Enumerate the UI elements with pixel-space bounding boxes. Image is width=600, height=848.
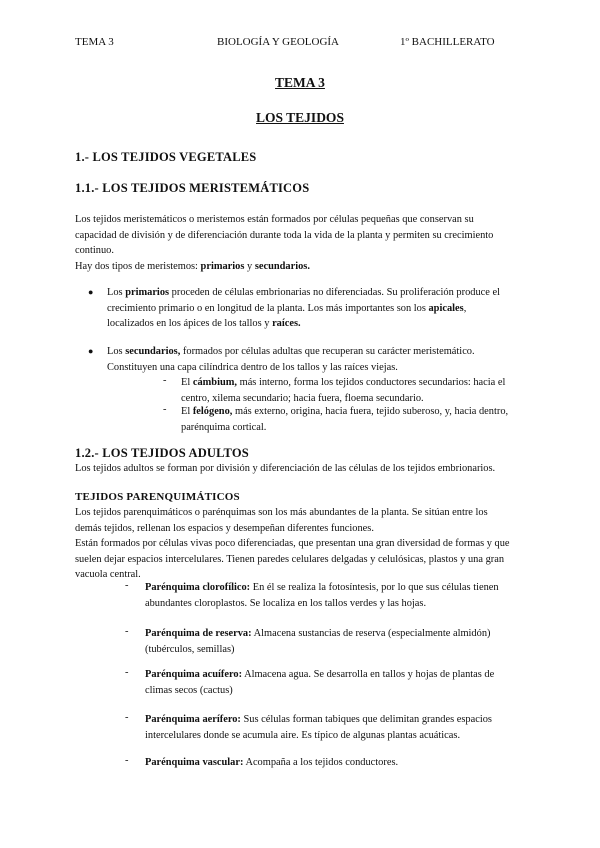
intro-paragraph: Los tejidos meristemáticos o meristemos están formados por células pequeñas que conservan su capacidad de división y de diferenciación durante toda la vida de la planta y permiten su crecimiento continuo. Hay dos tipos de meristemos: primarios y secundarios. bbox=[75, 214, 494, 272]
list-item-parenquima-clorofilico: Parénquima clorofílico: En él se realiza la fotosíntesis, por lo que sus células tienen abundantes cloroplastos. Se localiza en los tallos verdes y las hojas. bbox=[145, 582, 499, 609]
dash-icon: - bbox=[125, 667, 129, 678]
dash-icon: - bbox=[125, 712, 129, 723]
list-item-parenquima-aerifero: Parénquima aerífero: Sus células forman tabiques que delimitan grandes espacios intercelulares donde se acumula aire. Es típico de algunas plantas acuáticas. bbox=[145, 714, 492, 741]
list-item-primarios: Los primarios proceden de células embrionarias no diferenciadas. Su proliferación produce el crecimiento primario o en longitud de la planta. Los más importantes son los apicales, localizados en los ápices de los tallos y raíces. bbox=[107, 287, 500, 329]
header-right: 1º BACHILLERATO bbox=[400, 36, 495, 48]
section-heading-1-2: 1.2.- LOS TEJIDOS ADULTOS bbox=[75, 446, 249, 460]
parenquimaticos-paragraph: Los tejidos parenquimáticos o parénquimas son los más abundantes de la planta. Se sitúan entre los demás tejidos, rellenan los espacios y desempeñan diferentes funciones. Están formados por células vivas poco diferenciadas, que presentan una gran diversidad de formas y que suelen dejar espacios intercelulares. Tienen paredes celulares delgadas y celulósicas, plastos y una gran vacuola central. bbox=[75, 507, 510, 580]
header-center: BIOLOGÍA Y GEOLOGÍA bbox=[217, 36, 339, 48]
bullet-icon: ● bbox=[88, 287, 94, 297]
parenquimaticos-heading: TEJIDOS PARENQUIMÁTICOS bbox=[75, 491, 240, 503]
dash-icon: - bbox=[163, 404, 167, 415]
section-heading-1: 1.- LOS TEJIDOS VEGETALES bbox=[75, 150, 257, 164]
bullet-icon: ● bbox=[88, 346, 94, 356]
list-item-parenquima-acuifero: Parénquima acuífero: Almacena agua. Se desarrolla en tallos y hojas de plantas de climas secos (cactus) bbox=[145, 669, 495, 696]
list-item-felogeno: El felógeno, más externo, origina, hacia fuera, tejido suberoso, y, hacia dentro, parénquima cortical. bbox=[181, 406, 509, 433]
list-item-parenquima-vascular: Parénquima vascular: Acompaña a los tejidos conductores. bbox=[145, 757, 399, 768]
dash-icon: - bbox=[125, 580, 129, 591]
dash-icon: - bbox=[125, 755, 129, 766]
section-heading-1-1: 1.1.- LOS TEJIDOS MERISTEMÁTICOS bbox=[75, 181, 310, 195]
list-item-parenquima-reserva: Parénquima de reserva: Almacena sustancias de reserva (especialmente almidón) (tubérculos, semillas) bbox=[145, 628, 491, 655]
dash-icon: - bbox=[125, 626, 129, 637]
list-item-cambium: El cámbium, más interno, forma los tejidos conductores secundarios: hacia el centro, xilema secundario; hacia fuera, floema secundario. bbox=[181, 377, 506, 404]
dash-icon: - bbox=[163, 375, 167, 386]
page-title: TEMA 3 bbox=[275, 75, 325, 90]
list-item-secundarios: Los secundarios, formados por células adultas que recuperan su carácter meristemático. Constituyen una capa cilíndrica dentro de los tallos y las raíces viejas. bbox=[107, 346, 475, 373]
adultos-paragraph: Los tejidos adultos se forman por división y diferenciación de las células de los tejidos embrionarios. bbox=[75, 463, 496, 474]
header-left: TEMA 3 bbox=[75, 36, 114, 48]
page-subtitle: LOS TEJIDOS bbox=[256, 110, 344, 125]
